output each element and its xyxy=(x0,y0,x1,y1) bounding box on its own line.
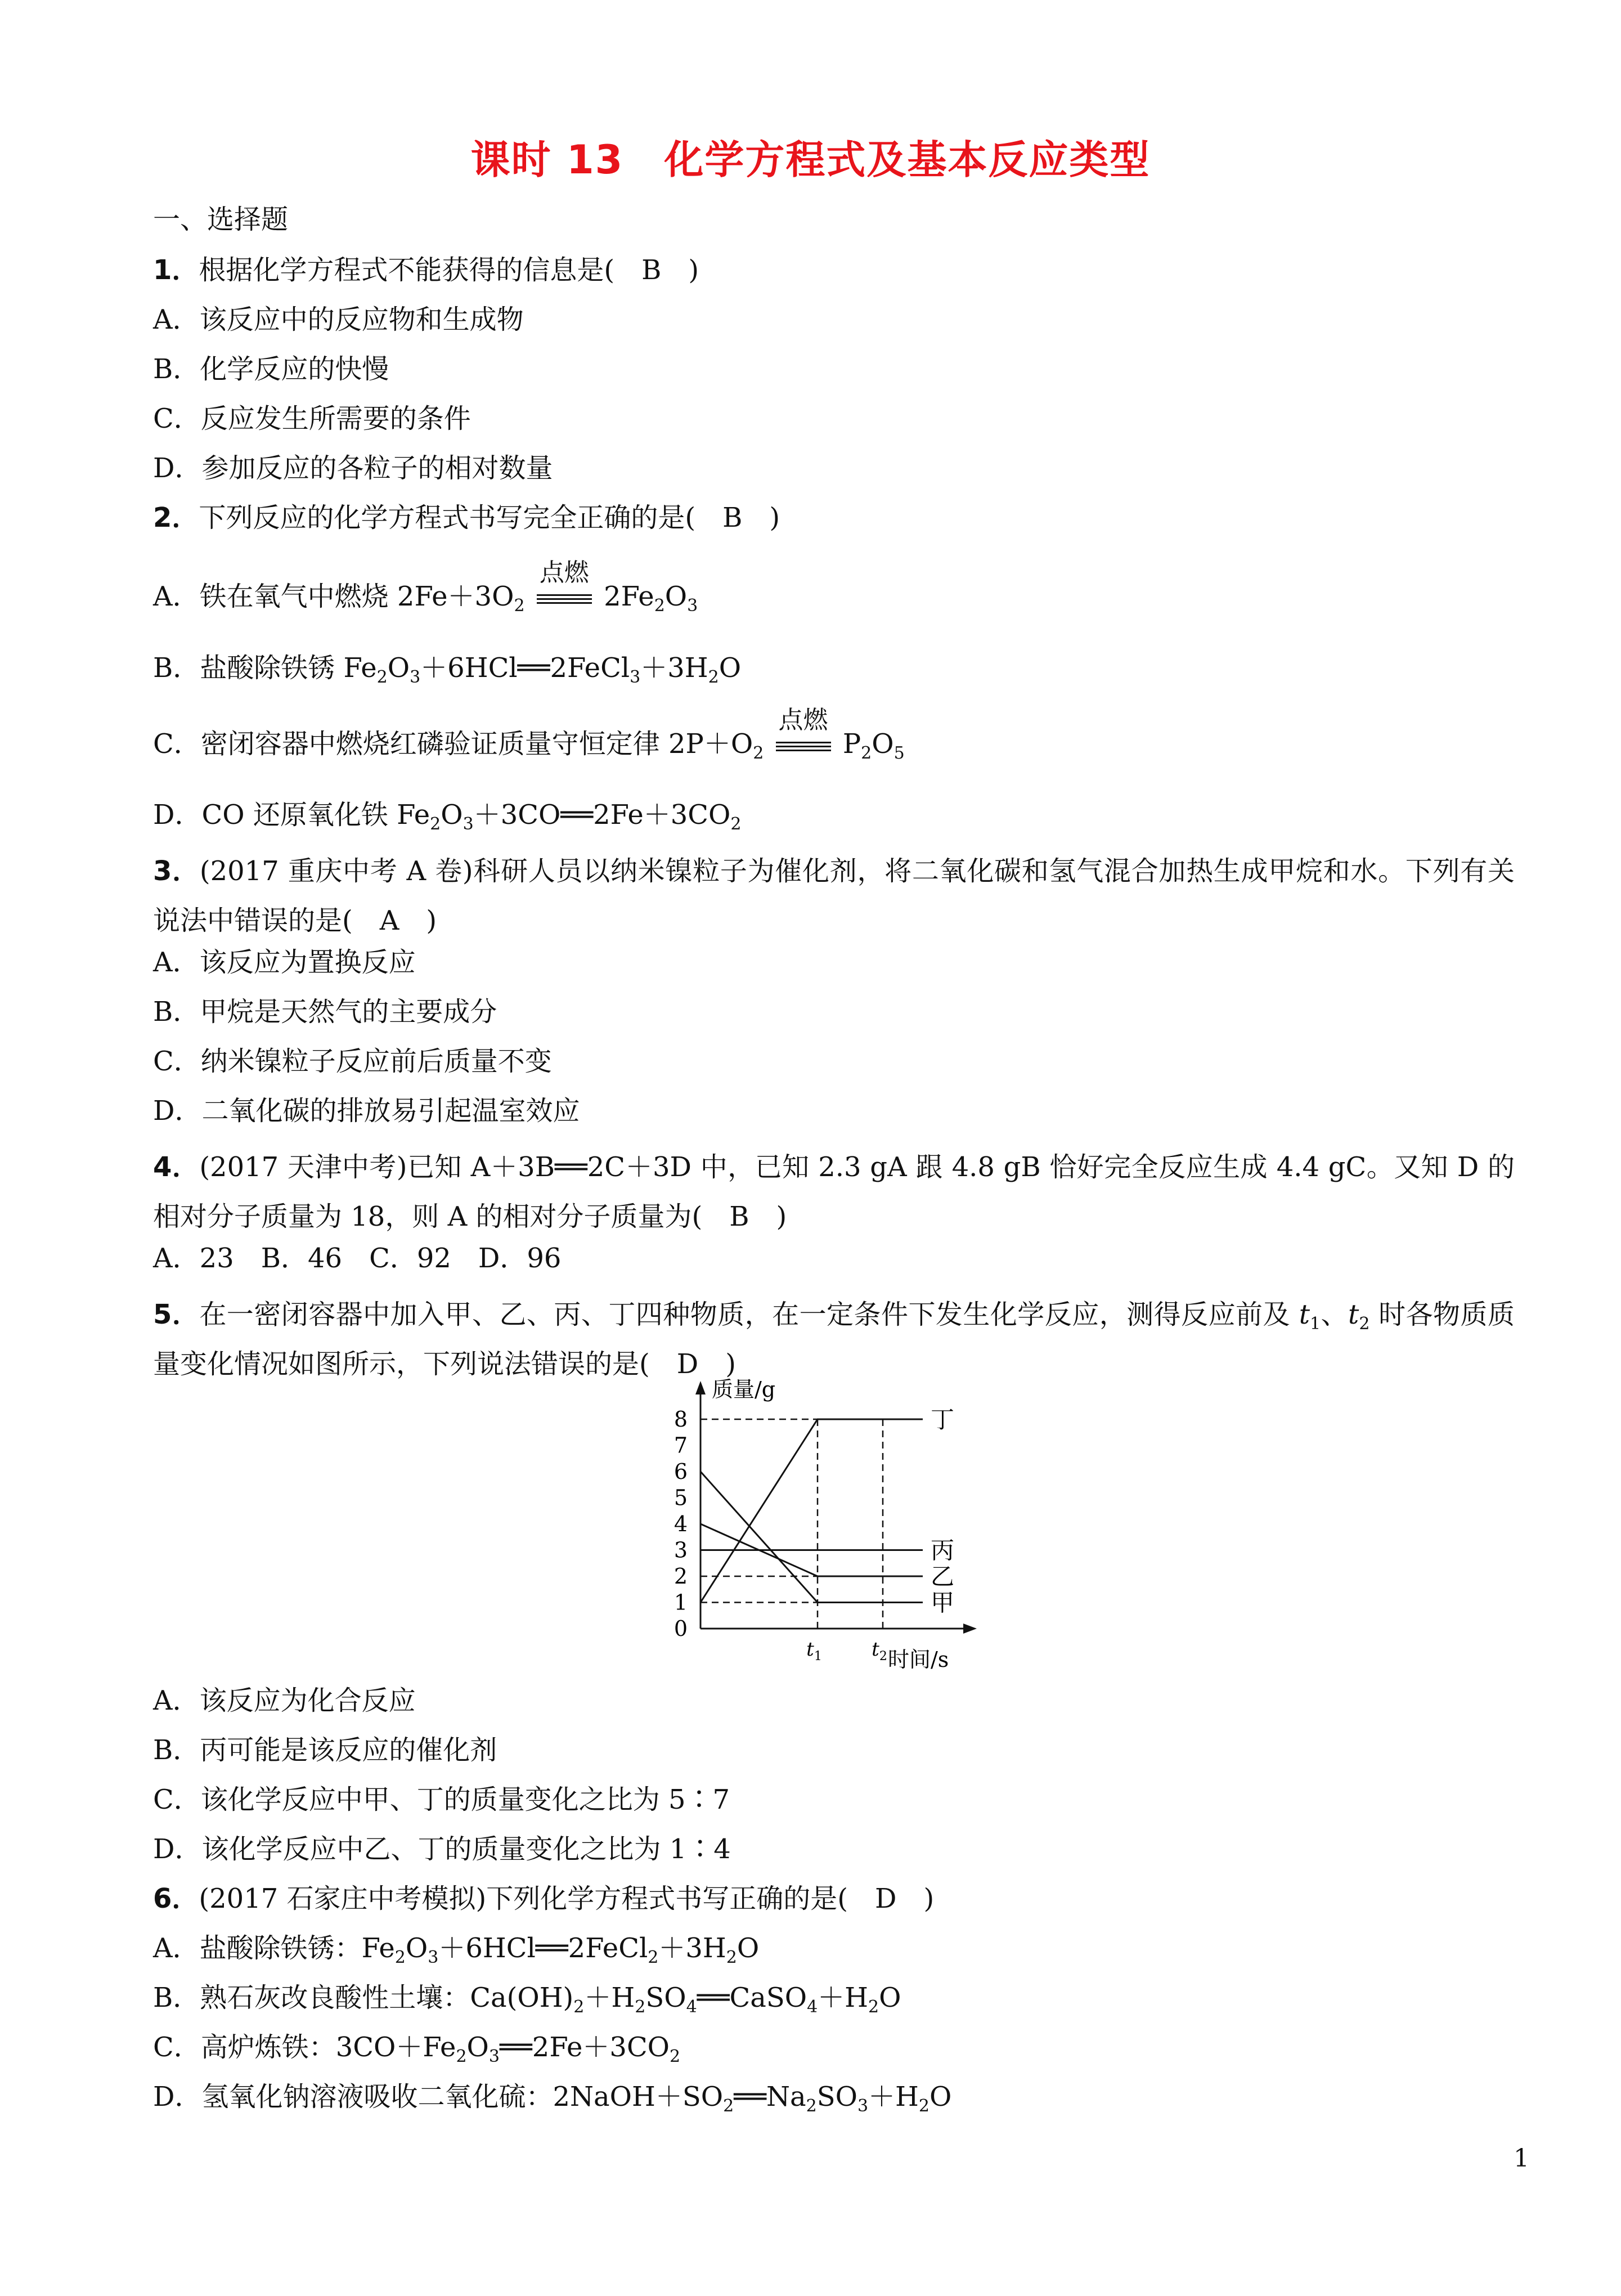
q2-option-c: C．密闭容器中燃烧红磷验证质量守恒定律 $2P+O_2$ 点燃 $P_2O_5$ xyxy=(153,705,905,763)
question-stem: 下列反应的化学方程式书写完全正确的是( B ) xyxy=(199,502,780,533)
q6-option-b: B．熟石灰改良酸性土壤：$Ca(OH)_2+H_2SO_4══CaSO_4+H_2O$ xyxy=(153,1982,901,2017)
y-tick-label: 8 xyxy=(673,1407,688,1432)
q3-option-c: C．纳米镍粒子反应前后质量不变 xyxy=(153,1046,552,1077)
q5-option-d: D．该化学反应中乙、丁的质量变化之比为 1∶4 xyxy=(153,1833,731,1865)
q1-option-d: D．参加反应的各粒子的相对数量 xyxy=(153,452,553,484)
question-number: 2． xyxy=(153,502,199,533)
question-3 xyxy=(153,846,1515,945)
q5-option-c: C．该化学反应中甲、丁的质量变化之比为 5∶7 xyxy=(153,1784,730,1815)
y-axis-arrow xyxy=(695,1381,706,1394)
reaction-arrow: 点燃 xyxy=(533,582,595,616)
q6-option-d: D．氢氧化钠溶液吸收二氧化硫：$2NaOH+SO_2══Na_2SO_3+H_2O$ xyxy=(153,2081,952,2116)
q5-option-a: A．该反应为化合反应 xyxy=(153,1685,416,1716)
q3-option-d: D．二氧化碳的排放易引起温室效应 xyxy=(153,1095,580,1127)
series-line-4 xyxy=(701,1472,923,1603)
y-tick-label: 4 xyxy=(673,1512,688,1536)
question-number: 1． xyxy=(153,254,199,286)
q6-option-c: C．高炉炼铁：$3CO+Fe_2O_3══2Fe+3CO_2$ xyxy=(153,2032,681,2066)
x-tick-label: $t_2$ xyxy=(872,1638,887,1663)
question-1 xyxy=(153,253,699,287)
x-axis-label: 时间/s xyxy=(888,1647,949,1672)
question-number: 6． xyxy=(153,1883,199,1914)
y-tick-label: 2 xyxy=(673,1564,688,1589)
y-tick-label: 6 xyxy=(673,1459,688,1484)
y-tick-label: 1 xyxy=(673,1590,688,1615)
q2-option-d: D．CO 还原氧化铁 $Fe_2O_3+3CO══2Fe+3CO_2$ xyxy=(153,799,742,834)
question-stem: (2017 重庆中考 A 卷)科研人员以纳米镍粒子为催化剂，将二氧化碳和氢气混合加热生成甲烷和水。下列有关说法中错误的是( A ) xyxy=(153,855,1515,936)
section-heading: 一、选择题 xyxy=(153,204,289,235)
q2-option-a: A．铁在氧气中燃烧 $2Fe+3O_2$ 点燃 $2Fe_2O_3$ xyxy=(153,558,698,616)
q2-option-b: B．盐酸除铁锈 $Fe_2O_3+6HCl══2FeCl_3+3H_2O$ xyxy=(153,652,742,687)
question-5: 5．在一密闭容器中加入甲、乙、丙、丁四种物质，在一定条件下发生化学反应，测得反应前及 $t_1$、$t_2$ 时各物质质量变化情况如图所示，下列说法错误的是( D ) xyxy=(153,1299,1515,1380)
q1-option-a: A．该反应中的反应物和生成物 xyxy=(153,304,524,335)
question-number: 5． xyxy=(153,1299,200,1330)
q6-option-a: A．盐酸除铁锈：$Fe_2O_3+6HCl══2FeCl_2+3H_2O$ xyxy=(153,1932,760,1967)
question-number: 3． xyxy=(153,855,200,887)
question-6 xyxy=(153,1882,934,1916)
page-number: 1 xyxy=(1514,2144,1529,2173)
y-tick-label: 0 xyxy=(673,1616,688,1641)
mass-time-chart xyxy=(653,1373,1013,1677)
y-tick-label: 3 xyxy=(673,1537,688,1563)
y-tick-label: 7 xyxy=(673,1433,688,1458)
q4-options: A．23 B．46 C．92 D．96 xyxy=(153,1243,562,1274)
question-number: 4． xyxy=(153,1151,200,1183)
series-label: 乙 xyxy=(931,1563,955,1590)
q3-option-a: A．该反应为置换反应 xyxy=(153,947,416,978)
q1-option-b: B．化学反应的快慢 xyxy=(153,353,389,385)
y-axis-label: 质量/g xyxy=(712,1377,776,1402)
page-title: 课时 13 化学方程式及基本反应类型 xyxy=(470,137,1151,183)
q3-option-b: B．甲烷是天然气的主要成分 xyxy=(153,996,497,1028)
series-label: 丙 xyxy=(931,1536,955,1564)
series-label: 甲 xyxy=(931,1589,955,1617)
q5-option-b: B．丙可能是该反应的催化剂 xyxy=(153,1734,497,1766)
question-4 xyxy=(153,1142,1515,1241)
question-stem: 根据化学方程式不能获得的信息是( B ) xyxy=(199,254,699,286)
reaction-arrow: 点燃 xyxy=(773,729,834,763)
question-2 xyxy=(153,501,780,535)
question-stem: (2017 天津中考)已知 A＋3B══2C＋3D 中，已知 2.3 gA 跟 4.8 gB 恰好完全反应生成 4.4 gC。又知 D 的相对分子质量为 18，则 A 的相对分子质量为( B ) xyxy=(153,1151,1515,1232)
series-label: 丁 xyxy=(931,1406,955,1433)
question-stem: (2017 石家庄中考模拟)下列化学方程式书写正确的是( D ) xyxy=(199,1883,935,1914)
q1-option-c: C．反应发生所需要的条件 xyxy=(153,403,471,434)
x-axis-arrow xyxy=(963,1624,977,1634)
y-tick-label: 5 xyxy=(673,1485,688,1510)
series-line-1 xyxy=(701,1419,923,1603)
x-tick-label: $t_1$ xyxy=(806,1638,822,1663)
